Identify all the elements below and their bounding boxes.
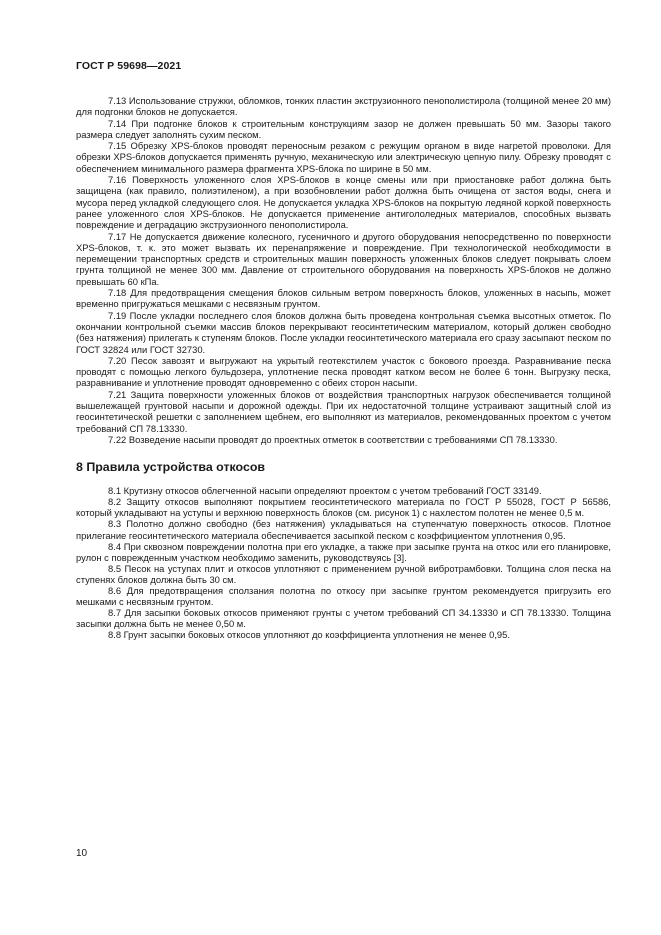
paragraph-8-2: 8.2 Защиту откосов выполняют покрытием геосинтетического материала по ГОСТ Р 55028, ГОСТ Р 56586, который укладывают на уступы и верхнюю поверхность блоков (см. рисунок 1) с нахлестом полотен не менее 0,5 м. xyxy=(76,496,611,519)
section-8 xyxy=(76,485,611,640)
paragraph-7-16: 7.16 Поверхность уложенного слоя XPS-блоков в конце смены или при приостановке работ должна быть защищена (как правило, полиэтиленом), а при возобновлении работ должна быть очищена от застоя воды, снега и мусора перед укладкой следующего слоя. Не допускается укладка XPS-блоков на покрытую ледяной коркой поверхность ранее уложенного слоя XPS-блоков. Не допускается применение антигололедных материалов, способных вызвать повреждение и деградацию экструзионного пенополистирола. xyxy=(76,174,611,231)
paragraph-7-21: 7.21 Защита поверхности уложенных блоков от воздействия транспортных нагрузок обеспечивается толщиной вышележащей грунтовой насыпи и дорожной одежды. При их недостаточной толщине устраивают защитный слой из геосинтетической решетки с заполнением щебнем, его выполняют из материалов, рекомендованных проектом с учетом требований СП 78.13330. xyxy=(76,388,611,434)
paragraph-7-17: 7.17 Не допускается движение колесного, гусеничного и другого оборудования непосредственно по поверхности XPS-блоков, т. к. это может вызвать их перенапряжение и повреждение. При технологической необходимости в перемещении транспортных средств и строительных машин поверхность уложенных блоков следует покрывать слоем грунта толщиной не менее 300 мм. Давление от строительного оборудования на поверхность XPS-блоков не должно превышать 60 кПа. xyxy=(76,230,611,287)
page-number: 10 xyxy=(76,848,88,859)
paragraph-8-7: 8.7 Для засыпки боковых откосов применяют грунты с учетом требований СП 34.13330 и СП 78.13330. Толщина засыпки должна быть не менее 0,50 м. xyxy=(76,607,611,630)
page-body xyxy=(76,95,611,641)
paragraph-8-6: 8.6 Для предотвращения сползания полотна по откосу при засыпке грунтом рекомендуется пригрузить его мешками с несвязным грунтом. xyxy=(76,585,611,608)
paragraph-8-5: 8.5 Песок на уступах плит и откосов уплотняют с применением ручной вибротрамбовки. Толщина слоя песка на ступенях блоков должна быть 30 см. xyxy=(76,562,611,585)
paragraph-7-19: 7.19 После укладки последнего слоя блоков должна быть проведена контрольная съемка высотных отметок. По окончании контрольной съемки массив блоков перекрывают геосинтетическим материалом, который должен свободно (без натяжения) прилегать к ступеням блоков. После укладки геосинтетического материала его сразу засыпают песком по ГОСТ 32824 или ГОСТ 32730. xyxy=(76,309,611,355)
paragraph-8-3: 8.3 Полотно должно свободно (без натяжения) укладываться на ступенчатую поверхность откосов. Плотное прилегание геосинтетического материала обеспечивается засыпкой песком с коэффициентом уплотнения 0,95. xyxy=(76,518,611,541)
paragraph-7-14: 7.14 При подгонке блоков к строительным конструкциям зазор не должен превышать 50 мм. Зазоры такого размера следует заполнять сухим песком. xyxy=(76,117,611,140)
paragraph-7-13: 7.13 Использование стружки, обломков, тонких пластин экструзионного пенополистирола (толщиной менее 20 мм) для подгонки блоков не допускается. xyxy=(76,95,611,118)
paragraph-8-1: 8.1 Крутизну откосов облегченной насыпи определяют проектом с учетом требований ГОСТ 33149. xyxy=(108,485,542,497)
paragraph-8-4: 8.4 При сквозном повреждении полотна при его укладке, а также при засыпке грунта на откос или его планировке, рулон с поврежденным участком необходимо заменить, руководствуясь [3]. xyxy=(76,540,611,563)
paragraph-7-15: 7.15 Обрезку XPS-блоков проводят переносным резаком с режущим органом в виде нагретой проволоки. Для обрезки XPS-блоков допускается применять ручную, механическую или электрическую цепную пилу. Обрезку проводят с обеспечением минимального размера фрагмента XPS-блока по ширине в 50 мм. xyxy=(76,140,611,174)
section-7-continued xyxy=(76,95,611,445)
paragraph-7-22: 7.22 Возведение насыпи проводят до проектных отметок в соответствии с требованиями СП 78.13330. xyxy=(108,433,558,445)
section-8-title: 8 Правила устройства откосов xyxy=(76,460,266,475)
paragraph-7-18: 7.18 Для предотвращения смещения блоков сильным ветром поверхность блоков, уложенных в насыпь, может временно пригружаться мешками с несвязным грунтом. xyxy=(76,287,611,310)
paragraph-8-8: 8.8 Грунт засыпки боковых откосов уплотняют до коэффициента уплотнения не менее 0,95. xyxy=(108,629,510,641)
document-code-header: ГОСТ Р 59698—2021 xyxy=(76,60,182,72)
paragraph-7-20: 7.20 Песок завозят и выгружают на укрытый геотекстилем участок с бокового проезда. Разравнивание песка проводят с помощью легкого бульдозера, уплотнение песка проводят катком весом не более 6 тонн. Выгрузку песка, разравнивание и уплотнение проводят одновременно с обеих сторон насыпи. xyxy=(76,354,611,389)
